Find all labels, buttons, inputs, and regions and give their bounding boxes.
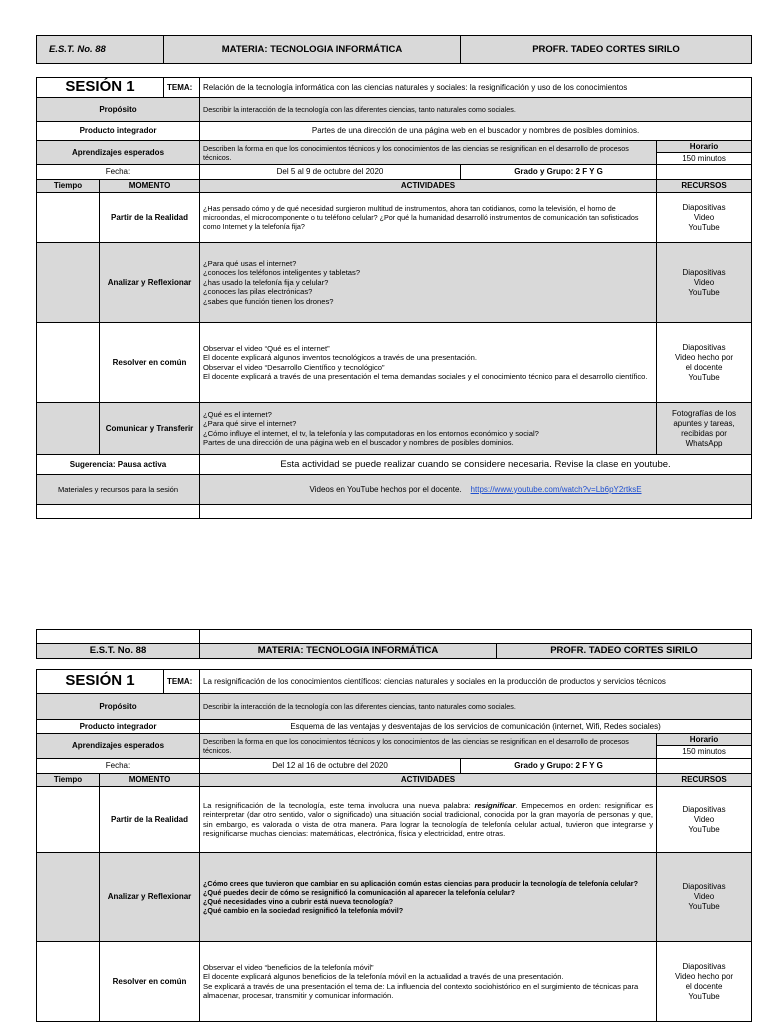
teacher-name: PROFR. TADEO CORTES SIRILO: [461, 36, 752, 64]
proposito-text: Describir la interacción de la tecnología con las diferentes ciencias, tanto naturales como sociales.: [200, 694, 752, 720]
fecha-label: Fecha:: [37, 759, 200, 774]
col-momento: MOMENTO: [100, 774, 200, 787]
tiempo-cell: [37, 193, 100, 243]
proposito-text: Describir la interacción de la tecnología con las diferentes ciencias, tanto naturales como sociales.: [200, 98, 752, 122]
table-row: [37, 323, 752, 403]
momento-cell: Analizar y Reflexionar: [100, 243, 200, 323]
table-row: [37, 243, 752, 323]
fecha-value: Del 12 al 16 de octubre del 2020: [200, 759, 461, 774]
session-title: SESIÓN 1: [37, 670, 164, 694]
tiempo-cell: [37, 787, 100, 853]
fecha-value: Del 5 al 9 de octubre del 2020: [200, 165, 461, 180]
blank-cell: [657, 759, 752, 774]
recursos-cell: Diapositivas Video hecho por el docente YouTube: [657, 323, 752, 403]
tema-label: TEMA:: [164, 670, 200, 694]
table-row: [37, 193, 752, 243]
horario-label: Horario: [657, 141, 752, 153]
recursos-cell: Diapositivas Video hecho por el docente YouTube: [657, 942, 752, 1022]
producto-label: Producto integrador: [37, 720, 200, 734]
momento-cell: Analizar y Reflexionar: [100, 853, 200, 942]
col-momento: MOMENTO: [100, 180, 200, 193]
tema-text: Relación de la tecnología informática con las ciencias naturales y sociales: la resignificación y uso de los conocimientos: [200, 78, 752, 98]
school-name: E.S.T. No. 88: [37, 644, 200, 659]
lesson-plan-page-1: [36, 35, 751, 519]
col-tiempo: Tiempo: [37, 774, 100, 787]
actividades-cell: ¿Cómo crees que tuvieron que cambiar en su aplicación común estas ciencias para producir la tecnología de telefonía celular? ¿Qué puedes decir de cómo se resignificó la comunicación al aparecer la telefonía celular? ¿Qué necesidades vino a cubrir está nueva tecnología? ¿Qué cambio en la sociedad resignificó la telefonía móvil?: [200, 853, 657, 942]
table-row: [37, 942, 752, 1022]
momento-cell: Partir de la Realidad: [100, 193, 200, 243]
tiempo-cell: [37, 942, 100, 1022]
recursos-cell: Diapositivas Video YouTube: [657, 853, 752, 942]
tema-text: La resignificación de los conocimientos científicos: ciencias naturales y sociales en la producción de productos y servicios técnicos: [200, 670, 752, 694]
tema-label: TEMA:: [164, 78, 200, 98]
momento-cell: Resolver en común: [100, 323, 200, 403]
producto-label: Producto integrador: [37, 122, 200, 141]
proposito-label: Propósito: [37, 98, 200, 122]
horario-label: Horario: [657, 734, 752, 746]
fecha-label: Fecha:: [37, 165, 200, 180]
aprendizajes-label: Aprendizajes esperados: [37, 734, 200, 759]
col-recursos: RECURSOS: [657, 180, 752, 193]
table-row: [37, 853, 752, 942]
materiales-text: Videos en YouTube hechos por el docente. https://www.youtube.com/watch?v=Lb6pY2rtksE: [200, 475, 752, 505]
actividades-cell: Observar el video “beneficios de la telefonía móvil” El docente explicará algunos beneficios de la telefonía móvil en la actualidad a través de una presentación. Se explicará a través de una presentación el tema de: La influencia del contexto sociohistórico en el surgimiento de técnicas para almacenar, procesar, transmitir y comunicar información.: [200, 942, 657, 1022]
col-tiempo: Tiempo: [37, 180, 100, 193]
materiales-label: Materiales y recursos para la sesión: [37, 475, 200, 505]
header-table: [36, 629, 752, 659]
proposito-label: Propósito: [37, 694, 200, 720]
blank-cell: [657, 165, 752, 180]
actividades-cell: La resignificación de la tecnología, este tema involucra una nueva palabra: resignificar. Empecemos en orden: resignificar es reinterpretar (dar otro sentido, valor o significado) una situación social tradicional, conocida por la gran mayoría de personas y que, sin embargo, es valorada o vista de otra manera. Para lograr la tecnología de telefonía celular actual, tuvieron que integrarse y resignificarse muchas ciencias: matemáticas, electrónica, física y electricidad, entre otras.: [200, 787, 657, 853]
youtube-link[interactable]: https://www.youtube.com/watch?v=Lb6pY2rtksE: [470, 484, 642, 494]
horario-value: 150 minutos: [657, 746, 752, 759]
actividades-cell: ¿Qué es el internet? ¿Para qué sirve el internet? ¿Cómo influye el internet, el tv, la telefonía y las computadoras en los entornos económico y social? Partes de una dirección de una página web en el buscador y nombres de posibles dominios.: [200, 403, 657, 455]
tiempo-cell: [37, 323, 100, 403]
school-name: E.S.T. No. 88: [37, 36, 164, 64]
session-title: SESIÓN 1: [37, 78, 164, 98]
aprendizajes-text: Describen la forma en que los conocimientos técnicos y los conocimientos de las ciencias se resignifican en el desarrollo de procesos técnicos.: [200, 141, 657, 165]
recursos-cell: Fotografías de los apuntes y tareas, recibidas por WhatsApp: [657, 403, 752, 455]
producto-text: Esquema de las ventajas y desventajas de los servicios de comunicación (internet, Wifi, Redes sociales): [200, 720, 752, 734]
subject-name: MATERIA: TECNOLOGIA INFORMÁTICA: [200, 644, 497, 659]
col-actividades: ACTIVIDADES: [200, 180, 657, 193]
col-recursos: RECURSOS: [657, 774, 752, 787]
producto-text: Partes de una dirección de una página web en el buscador y nombres de posibles dominios.: [200, 122, 752, 141]
sugerencia-label: Sugerencia: Pausa activa: [37, 455, 200, 475]
aprendizajes-label: Aprendizajes esperados: [37, 141, 200, 165]
col-actividades: ACTIVIDADES: [200, 774, 657, 787]
momento-cell: Comunicar y Transferir: [100, 403, 200, 455]
session-table: [36, 669, 752, 1022]
actividades-cell: ¿Para qué usas el internet? ¿conoces los teléfonos inteligentes y tabletas? ¿has usado la telefonía fija y celular? ¿conoces las pilas electrónicas? ¿sabes que función tienen los drones?: [200, 243, 657, 323]
blank-cell: [37, 630, 200, 644]
blank-cell: [37, 505, 200, 519]
table-row: [37, 787, 752, 853]
horario-value: 150 minutos: [657, 153, 752, 165]
blank-cell: [200, 505, 752, 519]
tiempo-cell: [37, 403, 100, 455]
recursos-cell: Diapositivas Video YouTube: [657, 193, 752, 243]
grado-grupo: Grado y Grupo: 2 F Y G: [461, 759, 657, 774]
sugerencia-text: Esta actividad se puede realizar cuando se considere necesaria. Revise la clase en youtube.: [200, 455, 752, 475]
table-row: [37, 403, 752, 455]
momento-cell: Resolver en común: [100, 942, 200, 1022]
blank-cell: [200, 630, 752, 644]
subject-name: MATERIA: TECNOLOGIA INFORMÁTICA: [164, 36, 461, 64]
session-table: [36, 77, 752, 519]
aprendizajes-text: Describen la forma en que los conocimientos técnicos y los conocimientos de las ciencias se resignifican en el desarrollo de procesos técnicos.: [200, 734, 657, 759]
actividades-cell: Observar el video “Qué es el internet” El docente explicará algunos inventos tecnológicos a través de una presentación. Observar el video “Desarrollo Científico y tecnológico” El docente explicará a través de una presentación el tema demandas sociales y el conocimiento técnico para el desarrollo científico.: [200, 323, 657, 403]
actividades-cell: ¿Has pensado cómo y de qué necesidad surgieron multitud de instrumentos, ahora tan cotidianos, como la televisión, el horno de microondas, el microcomponente o tu teléfono celular? ¿Por qué la humanidad desarrolló instrumentos de comunicación tan sofisticados como Internet y la telefonía fija?: [200, 193, 657, 243]
lesson-plan-page-2: [36, 629, 751, 1022]
momento-cell: Partir de la Realidad: [100, 787, 200, 853]
header-table: [36, 35, 752, 64]
teacher-name: PROFR. TADEO CORTES SIRILO: [497, 644, 752, 659]
tiempo-cell: [37, 243, 100, 323]
recursos-cell: Diapositivas Video YouTube: [657, 243, 752, 323]
grado-grupo: Grado y Grupo: 2 F Y G: [461, 165, 657, 180]
tiempo-cell: [37, 853, 100, 942]
recursos-cell: Diapositivas Video YouTube: [657, 787, 752, 853]
